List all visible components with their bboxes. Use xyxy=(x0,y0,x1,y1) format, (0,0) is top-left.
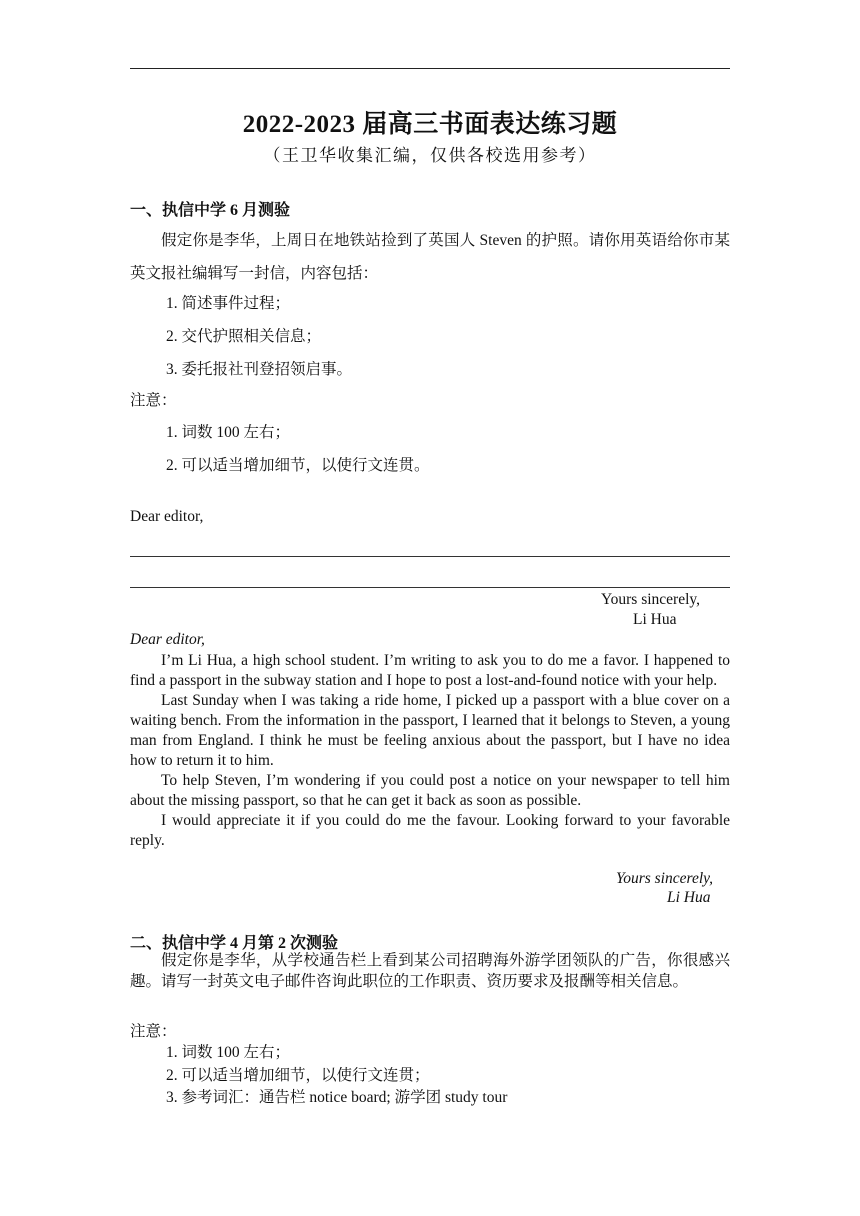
section2-notes-label: 注意： xyxy=(130,1023,177,1040)
answer-line-2 xyxy=(130,587,730,588)
header-rule xyxy=(130,68,730,69)
sample-salutation: Dear editor, xyxy=(130,631,205,648)
section2-heading: 二、执信中学 4 月第 2 次测验 xyxy=(130,935,339,952)
sample-signature: Li Hua xyxy=(667,889,711,906)
sample-paragraph-4: I would appreciate it if you could do me the favour. Looking forward to your favorable reply. xyxy=(130,812,730,849)
section1-heading: 一、执信中学 6 月测验 xyxy=(130,202,291,219)
answer-line-1 xyxy=(130,556,730,557)
letter-closing: Yours sincerely, xyxy=(601,591,701,608)
section1-item-1: 1. 简述事件过程； xyxy=(166,295,291,312)
document-title: 2022-2023 届高三书面表达练习题 xyxy=(242,111,618,138)
sample-paragraph-3: To help Steven, I’m wondering if you could post a notice on your newspaper to tell him about the missing passport, so that he can get it back as soon as possible. xyxy=(130,772,730,809)
section1-notes-label: 注意： xyxy=(130,392,177,409)
section2-note-3: 3. 参考词汇：通告栏 notice board; 游学团 study tour xyxy=(166,1089,508,1106)
section1-prompt: 假定你是李华，上周日在地铁站捡到了英国人 Steven 的护照。请你用英语给你市某英文报社编辑写一封信，内容包括： xyxy=(130,232,730,282)
section2-note-2: 2. 可以适当增加细节，以使行文连贯； xyxy=(166,1067,430,1084)
section2-prompt: 假定你是李华，从学校通告栏上看到某公司招聘海外游学团领队的广告，你很感兴趣。请写一封英文电子邮件咨询此职位的工作职责、资历要求及报酬等相关信息。 xyxy=(130,952,730,990)
document-subtitle: （王卫华收集汇编，仅供各校选用参考） xyxy=(263,146,597,166)
sample-paragraph-2: Last Sunday when I was taking a ride home, I picked up a passport with a blue cover on a waiting bench. From the information in the passport, I learned that it belongs to Steven, a young man from England. I think he must be feeling anxious about the passport, but I have no idea how to return it to him. xyxy=(130,692,730,769)
section1-note-1: 1. 词数 100 左右； xyxy=(166,424,291,441)
section2-note-1: 1. 词数 100 左右； xyxy=(166,1044,291,1061)
letter-salutation: Dear editor, xyxy=(130,508,204,525)
section1-item-2: 2. 交代护照相关信息； xyxy=(166,328,322,345)
sample-closing: Yours sincerely, xyxy=(616,870,714,887)
sample-essay xyxy=(130,651,730,851)
letter-signature: Li Hua xyxy=(633,611,677,628)
section1-note-2: 2. 可以适当增加细节，以使行文连贯。 xyxy=(166,457,430,474)
sample-paragraph-1: I’m Li Hua, a high school student. I’m writing to ask you to do me a favor. I happened to find a passport in the subway station and I hope to post a lost-and-found notice with your help. xyxy=(130,652,730,689)
section1-item-3: 3. 委托报社刊登招领启事。 xyxy=(166,361,353,378)
